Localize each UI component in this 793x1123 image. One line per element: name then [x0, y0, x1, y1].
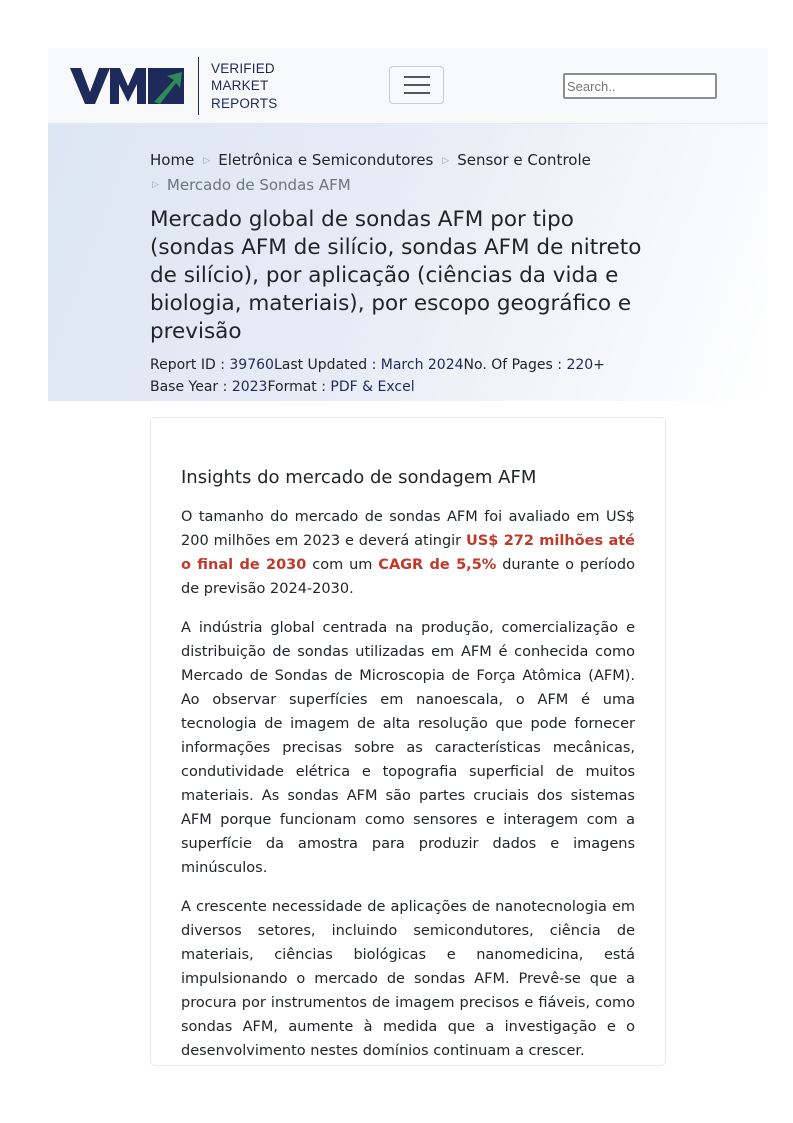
search-input[interactable] [563, 73, 717, 99]
logo-wordmark: VERIFIED MARKET REPORTS [211, 60, 278, 111]
breadcrumb-current: Mercado de Sondas AFM [166, 175, 351, 194]
chevron-right-icon: ▷ [442, 155, 450, 166]
last-updated-value: March 2024 [380, 357, 464, 373]
page-title: Mercado global de sondas AFM por tipo (sondas AFM de silício, sondas AFM de nitreto de silício), por aplicação (ciências da vida e biologia, materiais), por escopo geográfico e previsão [150, 207, 642, 344]
insights-paragraph-3: A crescente necessidade de aplicações de nanotecnologia em diversos setores, incluindo semicondutores, ciência de materiais, ciências biológicas e nanomedicina, está impulsionando o mercado de sondas AFM. Prevê-se que a procura por instrumentos de imagem precisos e fiáveis, como sondas AFM, aumente à medida que a investigação e o desenvolvimento nestes domínios continuam a crescer. [181, 899, 635, 1059]
base-year-label: Base Year : [150, 379, 232, 395]
chevron-right-icon: ▷ [152, 180, 159, 190]
insights-body [181, 505, 635, 1078]
vmr-logo[interactable] [70, 56, 277, 116]
insights-card [150, 417, 666, 1066]
report-hero [48, 124, 768, 401]
top-navbar [48, 48, 768, 124]
breadcrumb-subcategory-link[interactable]: Sensor e Controle [457, 151, 591, 169]
menu-toggle-button[interactable] [389, 66, 444, 104]
report-id-value: 39760 [229, 357, 274, 373]
breadcrumb [150, 148, 670, 197]
last-updated-label: Last Updated : [273, 357, 381, 373]
logo-divider [198, 57, 199, 115]
hamburger-menu-icon-bar [404, 84, 430, 86]
pages-value: 220+ [566, 357, 605, 373]
pages-label: No. Of Pages : [463, 357, 567, 373]
format-value: PDF & Excel [330, 379, 415, 395]
hamburger-menu-icon-bar [404, 92, 430, 94]
report-id-label: Report ID : [150, 357, 230, 373]
insights-paragraph-2: A indústria global centrada na produção, comercialização e distribuição de sondas utilizadas em AFM é conhecida como Mercado de Sondas de Microscopia de Força Atômica (AFM). Ao observar superfícies em nanoescala, o AFM é uma tecnologia de imagem de alta resolução que pode fornecer informações precisas sobre as características mecânicas, condutividade elétrica e topografia superficial de muitos materiais. As sondas AFM são partes cruciais dos sistemas AFM porque funcionam como sensores e interagem com a superfície da amostra para produzir dados e imagens minúsculos. [181, 620, 635, 876]
highlight-cagr: CAGR de 5,5% [378, 557, 497, 573]
insights-paragraph-1: O tamanho do mercado de sondas AFM foi avaliado em US$ 200 milhões em 2023 e deverá atingir US$ 272 milhões até o final de 2030 com um CAGR de 5,5% durante o período de previsão 2024-2030. [181, 509, 635, 597]
base-year-value: 2023 [231, 379, 268, 395]
breadcrumb-category-link[interactable]: Eletrônica e Semicondutores [218, 151, 434, 169]
highlight-market-value: US$ 272 milhões até o final de 2030 [181, 533, 635, 573]
vmr-logo-mark-icon [70, 66, 184, 106]
hamburger-menu-icon [404, 76, 430, 78]
format-label: Format : [267, 379, 331, 395]
report-meta [150, 354, 670, 398]
insights-heading: Insights do mercado de sondagem AFM [181, 467, 537, 488]
breadcrumb-home-link[interactable]: Home [150, 151, 195, 169]
chevron-right-icon: ▷ [203, 155, 211, 166]
